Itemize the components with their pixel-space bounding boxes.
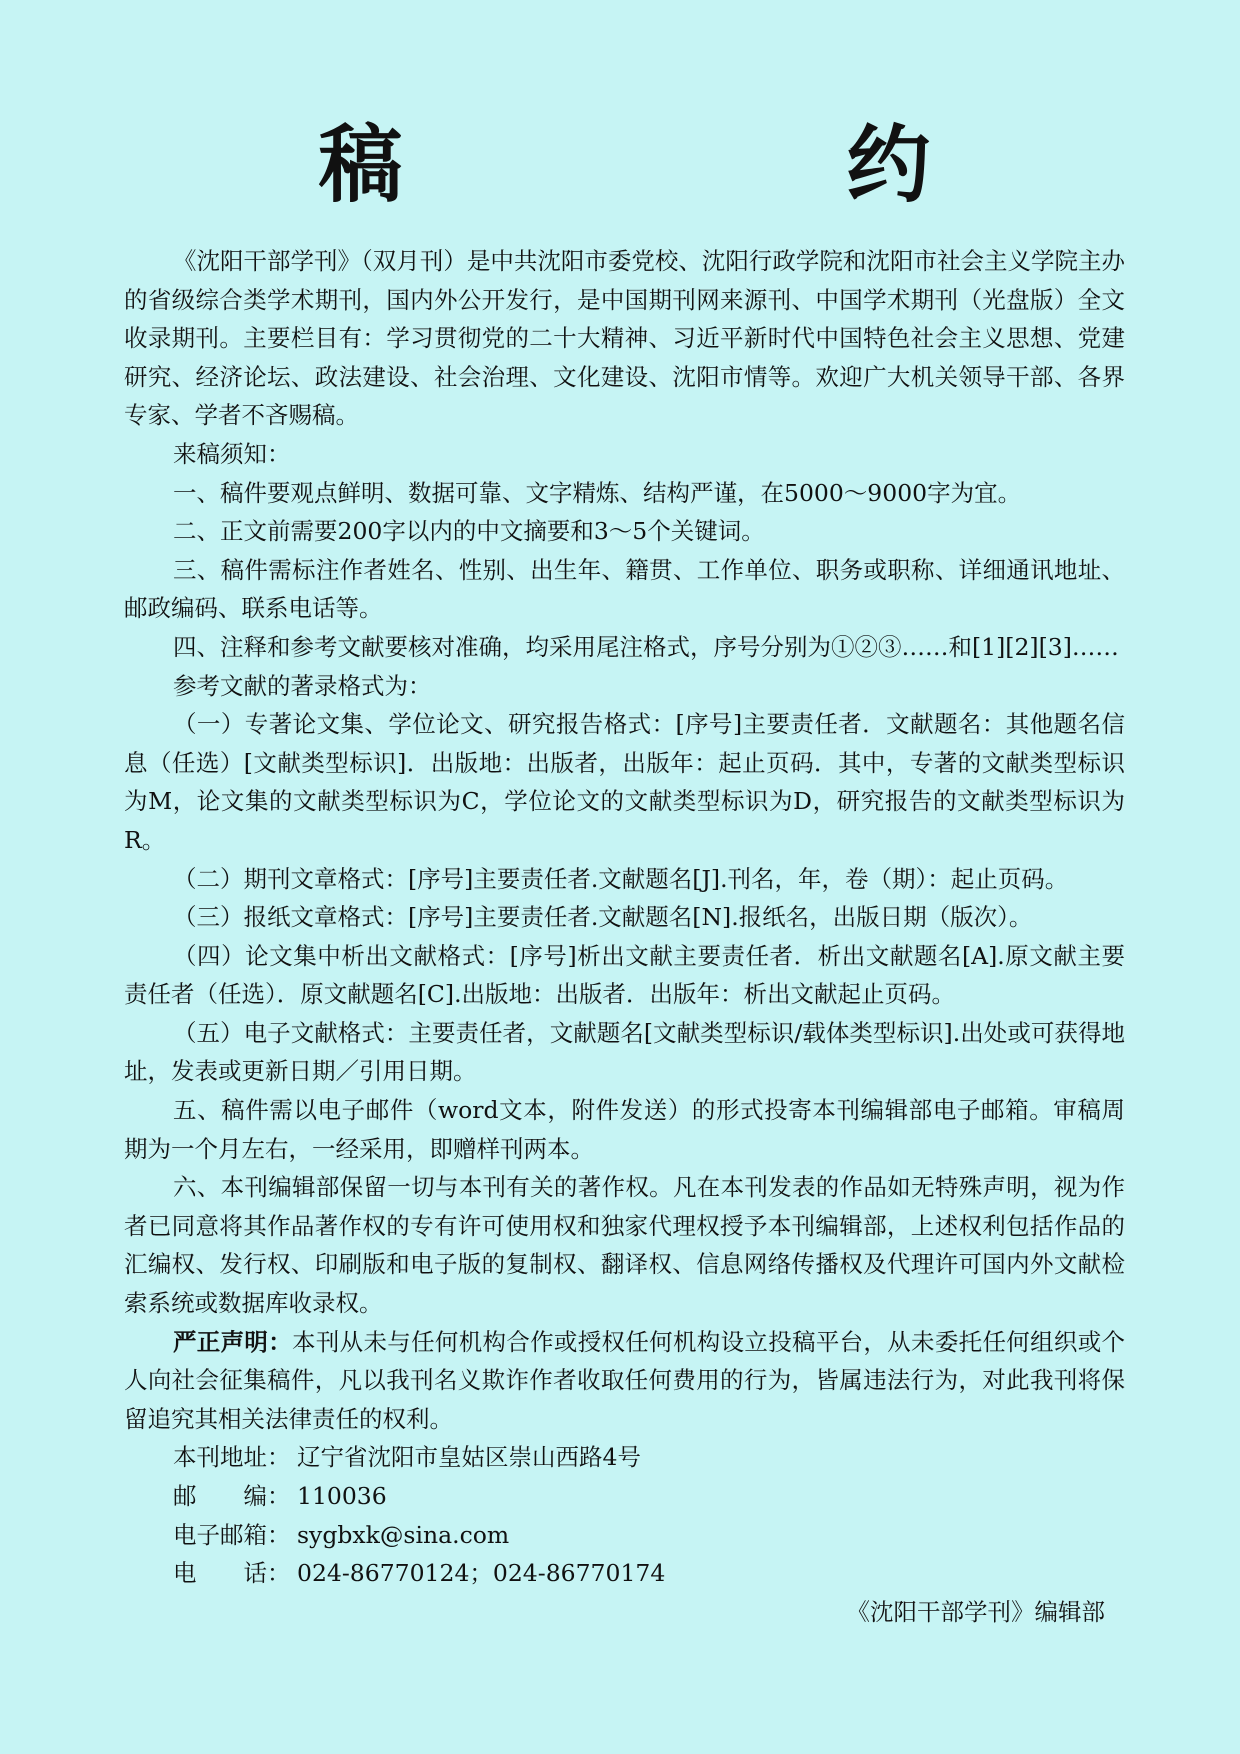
reference-format-item: （一）专著论文集、学位论文、研究报告格式：[序号]主要责任者．文献题名：其他题名信息（任选）[文献类型标识]．出版地：出版者，出版年：起止页码．其中，专著的文献类型标识为M，论文集的文献类型标识为C，学位论文的文献类型标识为D，研究报告的文献类型标识为R。 [124,710,1125,854]
notice-heading: 来稿须知： [173,439,291,468]
signature: 《沈阳干部学刊》编辑部 [846,1597,1105,1626]
phone-value: 024-86770124；024-86770174 [297,1559,666,1588]
reference-heading: 参考文献的著录格式为： [173,671,432,700]
phone-label: 电 话： [173,1559,291,1588]
rule-item: 四、注释和参考文献要核对准确，均采用尾注格式，序号分别为①②③……和[1][2][3]…… [173,632,1119,661]
email-label: 电子邮箱： [173,1520,291,1549]
address-label: 本刊地址： [173,1443,291,1472]
statement-paragraph [124,1323,1125,1439]
statement-label: 严正声明： [173,1327,293,1356]
postcode-row [173,1477,1125,1516]
reference-format-item: （三）报纸文章格式：[序号]主要责任者.文献题名[N].报纸名，出版日期（版次）。 [173,903,1033,932]
postcode-label: 邮 编： [173,1482,291,1510]
address-row [173,1438,1125,1477]
intro-paragraph: 《沈阳干部学刊》（双月刊）是中共沈阳市委党校、沈阳行政学院和沈阳市社会主义学院主办的省级综合类学术期刊，国内外公开发行，是中国期刊网来源刊、中国学术期刊（光盘版）全文收录期刊。主要栏目有：学习贯彻党的二十大精神、习近平新时代中国特色社会主义思想、党建研究、经济论坛、政法建设、社会治理、文化建设、沈阳市情等。欢迎广大机关领导干部、各界专家、学者不吝赐稿。 [124,247,1125,430]
email-row [173,1516,1125,1555]
rule-item: 三、稿件需标注作者姓名、性别、出生年、籍贯、工作单位、职务或职称、详细通讯地址、邮政编码、联系电话等。 [124,555,1125,623]
reference-format-item: （五）电子文献格式：主要责任者，文献题名[文献类型标识/载体类型标识].出处或可获得地址，发表或更新日期／引用日期。 [124,1018,1125,1086]
reference-format-item: （四）论文集中析出文献格式：[序号]析出文献主要责任者．析出文献题名[A].原文献主要责任者（任选）．原文献题名[C].出版地：出版者．出版年：析出文献起止页码。 [124,941,1125,1009]
rule-item: 五、稿件需以电子邮件（word文本，附件发送）的形式投寄本刊编辑部电子邮箱。审稿周期为一个月左右，一经采用，即赠样刊两本。 [124,1096,1125,1163]
email-value[interactable]: sygbxk@sina.com [297,1520,510,1549]
postcode-value: 110036 [297,1482,387,1510]
phone-row [173,1554,1125,1593]
page-title: 稿 约 [318,116,1111,214]
statement-text: 本刊从未与任何机构合作或授权任何机构设立投稿平台，从未委托任何组织或个人向社会征集稿件，凡以我刊名义欺诈作者收取任何费用的行为，皆属违法行为，对此我刊将保留追究其相关法律责任的权利。 [124,1327,1126,1433]
contact-block [124,1438,1125,1592]
rule-item: 二、正文前需要200字以内的中文摘要和3～5个关键词。 [173,517,765,546]
notice-body [124,242,1125,1438]
reference-format-item: （二）期刊文章格式：[序号]主要责任者.文献题名[J].刊名，年，卷（期）：起止页码。 [173,864,1069,893]
rule-item: 一、稿件要观点鲜明、数据可靠、文字精炼、结构严谨，在5000～9000字为宜。 [173,478,1022,507]
address-value: 辽宁省沈阳市皇姑区崇山西路4号 [297,1443,641,1472]
rule-item: 六、本刊编辑部保留一切与本刊有关的著作权。凡在本刊发表的作品如无特殊声明，视为作者已同意将其作品著作权的专有许可使用权和独家代理权授予本刊编辑部，上述权利包括作品的汇编权、发行权、印刷版和电子版的复制权、翻译权、信息网络传播权及代理许可国内外文献检索系统或数据库收录权。 [124,1173,1125,1318]
